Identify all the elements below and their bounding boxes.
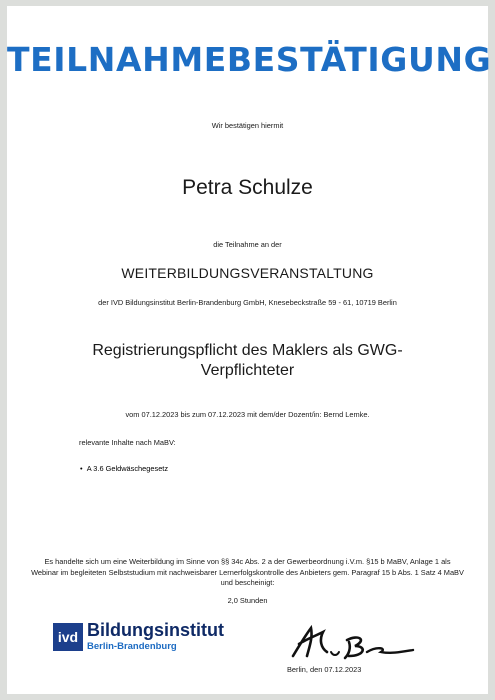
handwritten-signature <box>287 618 417 664</box>
ivd-logo-mark: ivd <box>53 623 83 651</box>
event-type: WEITERBILDUNGSVERANSTALTUNG <box>121 265 374 281</box>
participation-line: die Teilnahme an der <box>213 240 282 249</box>
course-title: Registrierungspflicht des Maklers als GWG-Verpflichteter <box>92 342 403 379</box>
certificate-title: TEILNAHMEBESTÄTIGUNG <box>7 40 492 79</box>
place-date: Berlin, den 07.12.2023 <box>287 665 362 674</box>
ivd-logo <box>53 621 243 657</box>
logo-line1: Bildungsinstitut <box>87 620 224 640</box>
legal-text: Es handelte sich um eine Weiterbildung im Sinne von §§ 34c Abs. 2 a der Gewerbeordnung i.V.m. §15 b MaBV, Anlage 1 als Webinar im begleiteten Selbststudium mit nachweisbarer Lernerfolgskontrolle des Anbieters gem. Paragraf 15 b Abs. 1 Satz 4 MaBV und bescheinigt: <box>31 557 464 587</box>
logo-line2: Berlin-Brandenburg <box>87 641 177 652</box>
participant-name: Petra Schulze <box>182 176 313 199</box>
organizer-line: der IVD Bildungsinstitut Berlin-Brandenburg GmbH, Knesebeckstraße 59 - 61, 10719 Berlin <box>98 298 397 307</box>
duration: 2,0 Stunden <box>227 596 268 605</box>
certificate-page <box>7 6 492 694</box>
date-line: vom 07.12.2023 bis zum 07.12.2023 mit dem/der Dozent/in: Bernd Lemke. <box>125 410 370 419</box>
contents-item-label: A 3.6 Geldwäschegesetz <box>86 464 169 473</box>
bullet-icon: • <box>80 464 87 473</box>
contents-heading: relevante Inhalte nach MaBV: <box>79 438 176 447</box>
contents-list-item <box>80 464 168 473</box>
confirm-line: Wir bestätigen hiermit <box>211 121 284 130</box>
